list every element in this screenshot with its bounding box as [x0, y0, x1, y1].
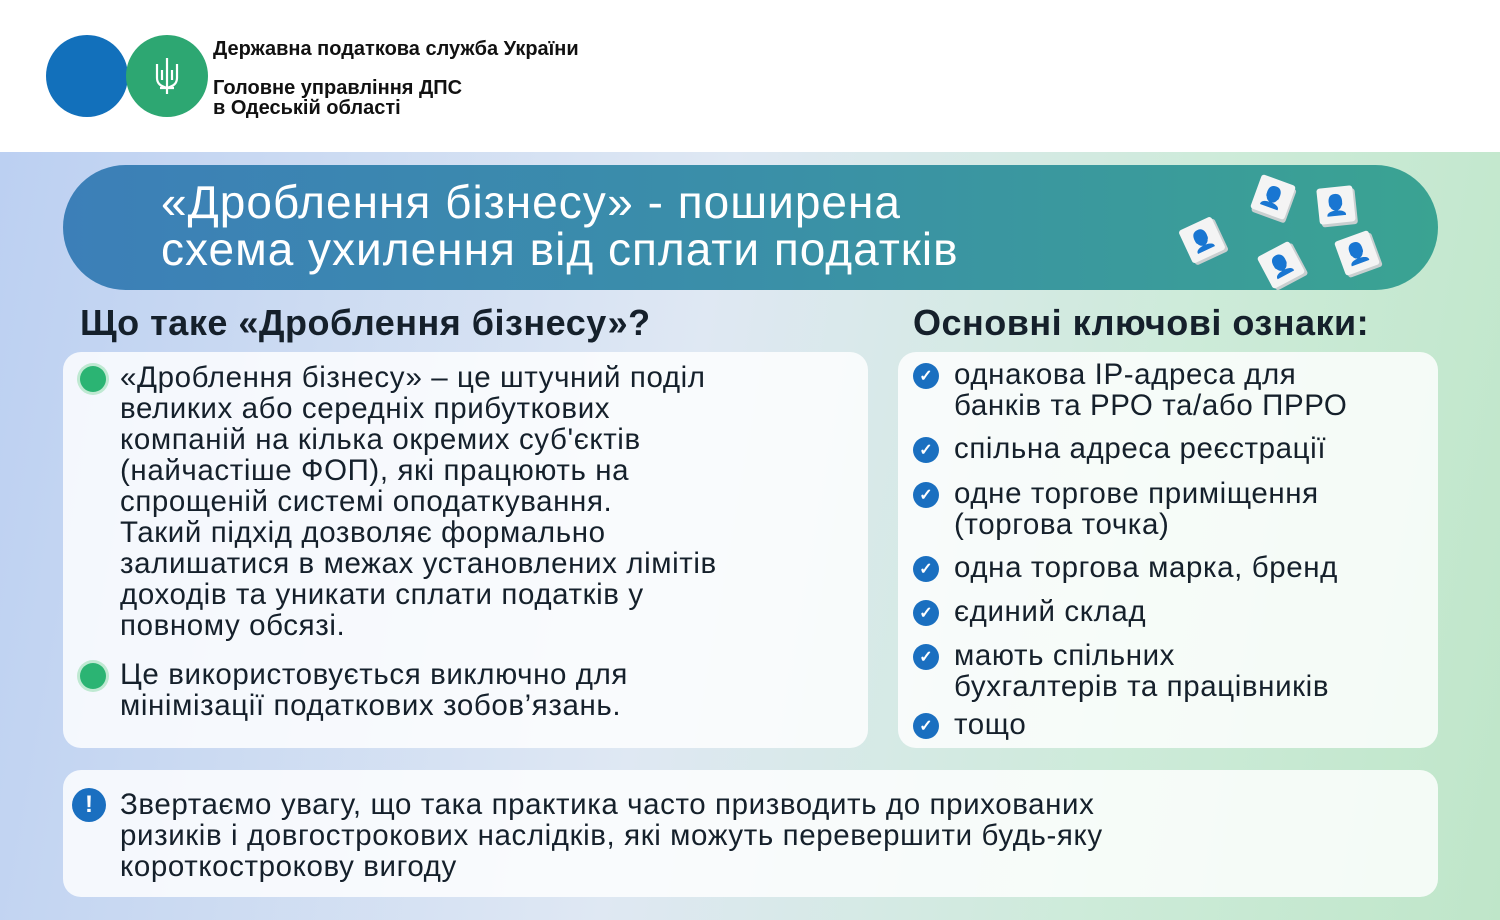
list-item-line: єдиний склад	[954, 595, 1147, 628]
bullet-dot-icon	[80, 366, 106, 392]
list-item-line: Це використовується виключно для	[120, 658, 629, 691]
list-item	[954, 478, 1319, 540]
left-heading: Що таке «Дроблення бізнесу»?	[80, 302, 651, 343]
list-item	[120, 659, 628, 721]
check-badge-icon: ✓	[913, 556, 939, 582]
right-heading: Основні ключові ознаки:	[913, 302, 1370, 343]
org-name: Державна податкова служба України	[213, 38, 579, 60]
list-item-line: спільна адреса реєстрації	[954, 432, 1327, 465]
notice-line: ризиків і довгострокових наслідків, які можуть перевершити будь-яку	[120, 819, 1103, 852]
check-badge-icon: ✓	[913, 437, 939, 463]
list-item	[954, 640, 1329, 702]
list-item	[120, 362, 717, 641]
list-item-line: спрощеній системі оподаткування.	[120, 485, 613, 518]
trident-icon	[126, 35, 208, 117]
list-item-line: мають спільних	[954, 639, 1176, 672]
logo-blue-circle	[46, 35, 128, 117]
notice-line: короткострокову вигоду	[120, 850, 457, 883]
division-line: Головне управління ДПС	[213, 77, 463, 99]
list-item-line: однакова IP-адреса для	[954, 358, 1297, 391]
list-item	[954, 552, 1338, 583]
person-cube-icon: 👤	[1334, 230, 1380, 276]
title-line: «Дроблення бізнесу» - поширена	[161, 176, 901, 228]
list-item-line: тощо	[954, 708, 1027, 741]
person-cube-icon: 👤	[1316, 185, 1356, 225]
list-item-line: (найчастіше ФОП), які працюють на	[120, 454, 630, 487]
check-badge-icon: ✓	[913, 482, 939, 508]
header	[0, 0, 1500, 152]
person-cube-icon: 👤	[1257, 241, 1306, 290]
list-item-line: (торгова точка)	[954, 508, 1170, 541]
list-item	[954, 433, 1326, 464]
list-item-line: залишатися в межах установлених лімітів	[120, 547, 717, 580]
title-line: схема ухилення від сплати податків	[161, 223, 959, 275]
list-item	[954, 359, 1347, 421]
list-item-line: повному обсязі.	[120, 609, 346, 642]
list-item-line: одне торгове приміщення	[954, 477, 1319, 510]
list-item-line: банків та РРО та/або ПРРО	[954, 389, 1348, 422]
list-item-line: доходів та уникати сплати податків у	[120, 578, 644, 611]
exclamation-icon: !	[72, 788, 106, 822]
check-badge-icon: ✓	[913, 713, 939, 739]
check-badge-icon: ✓	[913, 644, 939, 670]
list-item-line: мінімізації податкових зобов’язань.	[120, 689, 622, 722]
notice-line: Звертаємо увагу, що така практика часто призводить до прихованих	[120, 788, 1095, 821]
notice-text	[120, 789, 1103, 882]
person-cube-icon: 👤	[1250, 174, 1296, 220]
division-line: в Одеській області	[213, 97, 401, 119]
list-item	[954, 596, 1146, 627]
division-name	[213, 78, 462, 118]
bullet-dot-icon	[80, 663, 106, 689]
person-cube-icon: 👤	[1178, 216, 1226, 264]
list-item-line: бухгалтерів та працівників	[954, 670, 1330, 703]
check-badge-icon: ✓	[913, 600, 939, 626]
list-item-line: компаній на кілька окремих суб'єктів	[120, 423, 641, 456]
list-item	[954, 709, 1026, 740]
list-item-line: «Дроблення бізнесу» – це штучний поділ	[120, 361, 706, 394]
check-badge-icon: ✓	[913, 363, 939, 389]
page-title	[161, 176, 959, 275]
list-item-line: одна торгова марка, бренд	[954, 551, 1338, 584]
list-item-line: великих або середніх прибуткових	[120, 392, 611, 425]
title-banner	[63, 165, 1438, 290]
list-item-line: Такий підхід дозволяє формально	[120, 516, 606, 549]
